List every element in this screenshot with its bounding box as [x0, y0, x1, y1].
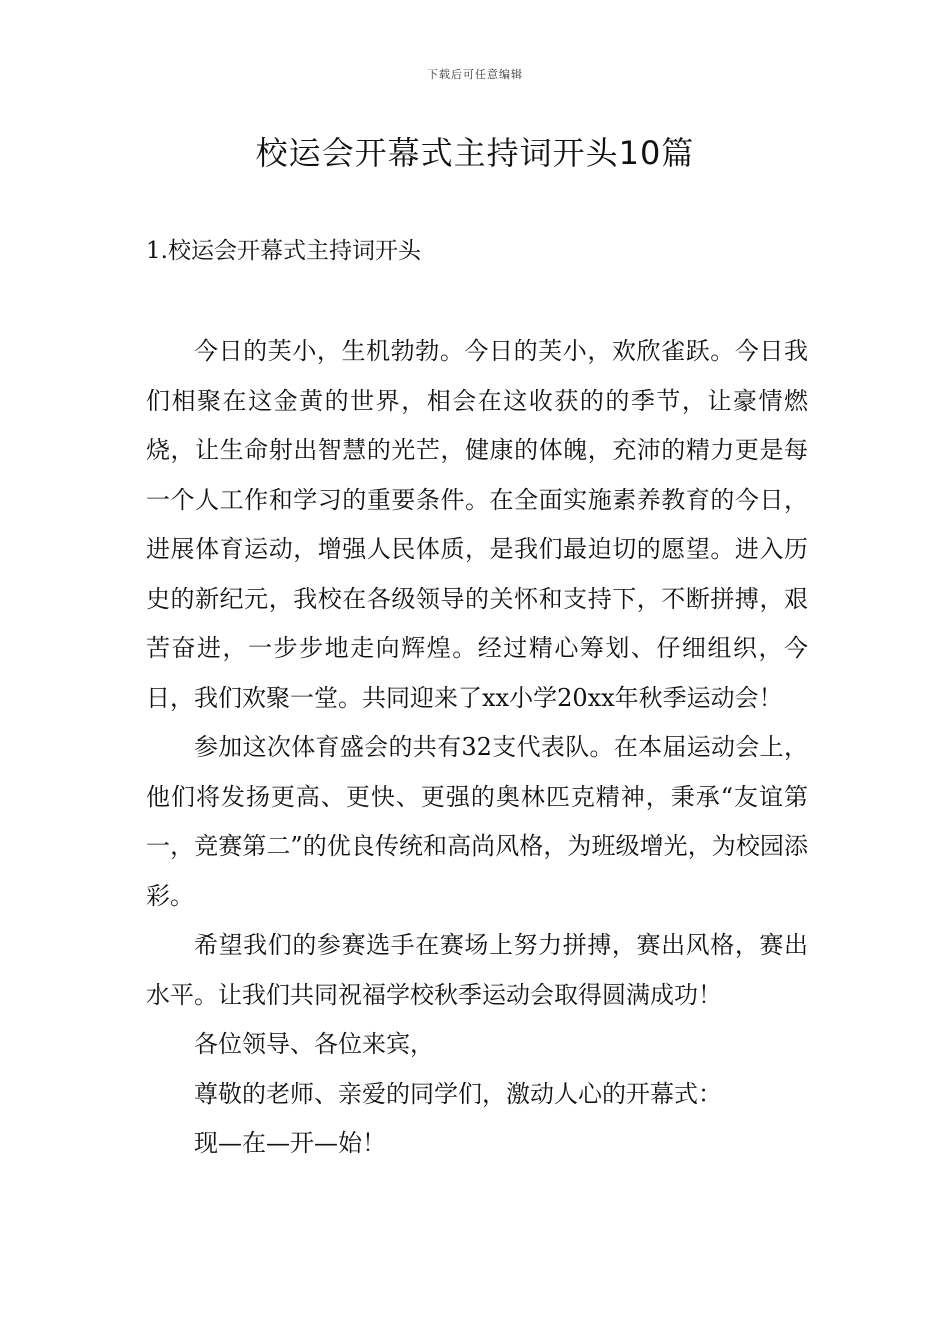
- paragraph-3: 希望我们的参赛选手在赛场上努力拼搏，赛出风格，赛出水平。让我们共同祝福学校秋季运动会取得圆满成功！: [146, 931, 808, 1009]
- page-title: 校运会开幕式主持词开头10篇: [255, 134, 695, 172]
- paragraph-6: 现—在—开—始！: [194, 1129, 386, 1157]
- body-text: [146, 327, 808, 1169]
- header-note: 下载后可任意编辑: [427, 68, 523, 81]
- paragraph-2: 参加这次体育盛会的共有32支代表队。在本届运动会上，他们将发扬更高、更快、更强的奥林匹克精神，秉承“友谊第一，竞赛第二”的优良传统和高尚风格，为班级增光，为校园添彩。: [146, 733, 808, 910]
- paragraph-4: 各位领导、各位来宾，: [194, 1030, 434, 1058]
- section-heading: 1.校运会开幕式主持词开头: [146, 238, 421, 264]
- paragraph-5: 尊敬的老师、亲爱的同学们，激动人心的开幕式：: [194, 1079, 722, 1108]
- paragraph-1: 今日的芙小，生机勃勃。今日的芙小，欢欣雀跃。今日我们相聚在这金黄的世界，相会在这收获的的季节，让豪情燃烧，让生命射出智慧的光芒，健康的体魄，充沛的精力更是每一个人工作和学习的重要条件。在全面实施素养教育的今日，进展体育运动，增强人民体质，是我们最迫切的愿望。进入历史的新纪元，我校在各级领导的关怀和支持下，不断拼搏，艰苦奋进，一步步地走向辉煌。经过精心筹划、仔细组织，今日，我们欢聚一堂。共同迎来了xx小学20xx年秋季运动会！: [146, 337, 808, 712]
